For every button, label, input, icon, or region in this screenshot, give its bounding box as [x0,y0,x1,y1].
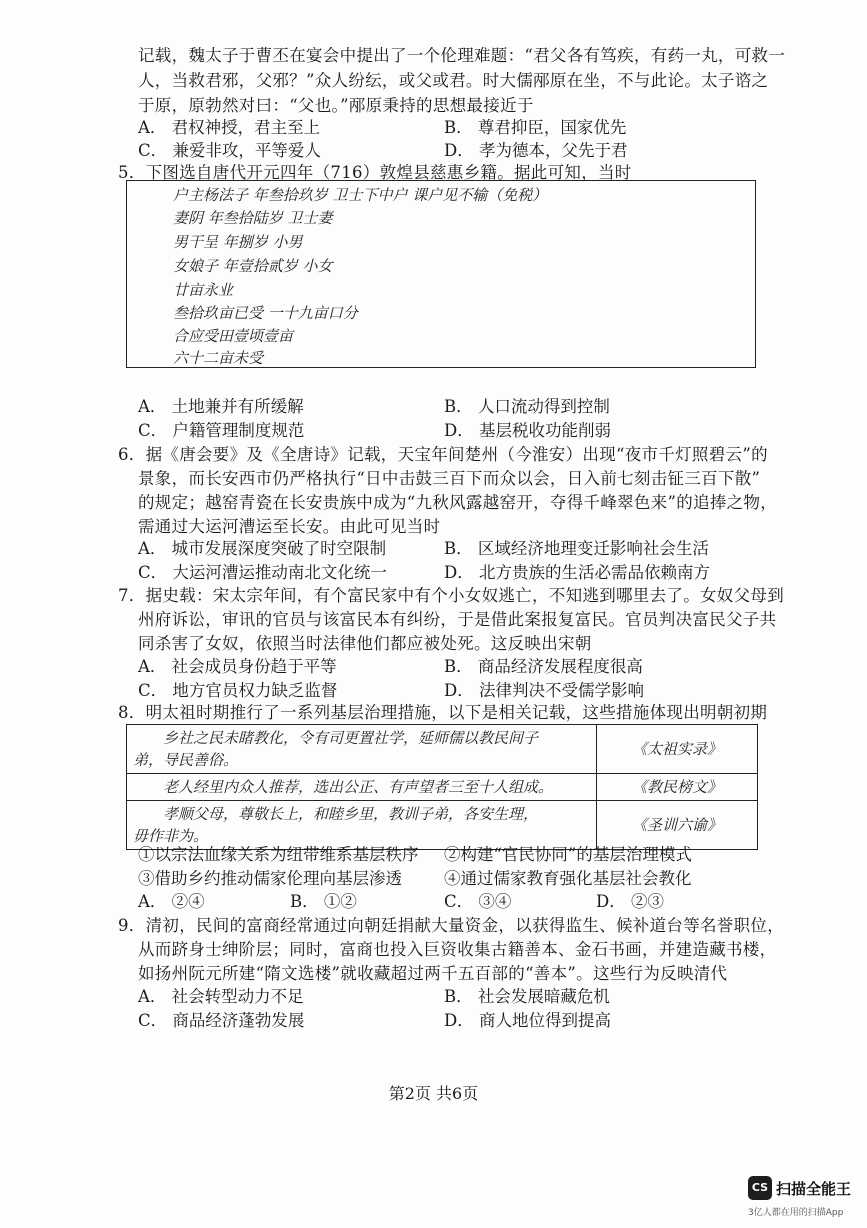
scanner-logo-icon: CS [748,1176,772,1200]
scanner-tagline: 3亿人都在用的扫描App [748,1208,844,1218]
q8-option-c: C． ③④ [444,892,512,911]
q5-option-c: C． 户籍管理制度规范 [138,421,305,440]
record-source: 《太祖实录》 [597,725,758,774]
q8-item-2: ②构建“官民协同”的基层治理模式 [444,845,692,864]
register-line-3: 男干呈 年捌岁 小男 [173,233,303,251]
q6-option-a: A． 城市发展深度突破了时空限制 [138,539,387,558]
q9-option-a: A． 社会转型动力不足 [138,987,304,1006]
governance-records-table [126,724,758,850]
q4-line-1: 记载，魏太子于曹丕在宴会中提出了一个伦理难题：“君父各有笃疾，有药一丸，可救一 [138,46,786,65]
q4-option-c: C． 兼爱非攻，平等爱人 [138,141,321,160]
q4-option-b: B． 尊君抑臣，国家优先 [444,118,627,137]
scanner-app-name: 扫描全能王 [776,1180,852,1198]
q9-line-1: 9．清初，民间的富商经常通过向朝廷捐献大量资金，以获得监生、候补道台等名誉职位， [118,916,784,935]
record-text [127,774,597,801]
q7-line-3: 同杀害了女奴，依照当时法律他们都应被处死。这反映出宋朝 [138,634,592,653]
q8-option-b: B． ①② [290,892,357,911]
q8-item-1: ①以宗法血缘关系为纽带维系基层秩序 [138,845,419,864]
q4-line-3: 于原，原勃然对曰：“父也。”邴原秉持的思想最接近于 [138,96,534,115]
q9-line-2: 从而跻身士绅阶层；同时，富商也投入巨资收集古籍善本、金石书画，并建造藏书楼， [138,940,777,959]
q6-line-1: 6．据《唐会要》及《全唐诗》记载，天宝年间楚州（今淮安）出现“夜市千灯照碧云”的 [118,445,768,464]
record-text-line: 弟，导民善俗。 [133,751,239,769]
register-line-5: 廿亩永业 [173,281,234,299]
register-line-1: 户主杨法子 年叁拾玖岁 卫士下中户 课户见不输（免税） [173,186,548,204]
q6-option-c: C． 大运河漕运推动南北文化统一 [138,563,387,582]
page-number: 第2页 共6页 [388,1084,479,1103]
record-text-line: 毋作非为。 [133,827,209,845]
table-row [127,801,758,850]
q9-option-c: C． 商品经济蓬勃发展 [138,1011,305,1030]
q8-option-a: A． ②④ [138,892,205,911]
register-line-6: 叁拾玖亩已受 一十九亩口分 [173,304,358,322]
q7-option-d: D． 法律判决不受儒学影响 [444,681,644,700]
q8-item-3: ③借助乡约推动儒家伦理向基层渗透 [138,869,402,888]
q6-line-3: 的规定；越窑青瓷在长安贵族中成为“九秋风露越窑开，夺得千峰翠色来”的追捧之物， [138,493,778,512]
register-line-2: 妻阴 年叁拾陆岁 卫士妻 [173,209,333,227]
q7-line-1: 7．据史载：宋太宗年间，有个富民家中有个小女奴逃亡，不知逃到哪里去了。女奴父母到 [118,586,784,605]
q7-line-2: 州府诉讼，审讯的官员与该富民本有纠纷，于是借此案报复富民。官员判决富民父子共 [138,610,777,629]
q6-line-2: 景象，而长安西市仍严格执行“日中击鼓三百下而众以会，日入前七刻击钲三百下散” [138,469,761,488]
record-text [127,801,597,850]
record-text-line: 老人经里内众人推荐，选出公正、有声望者三至十人组成。 [163,778,554,796]
q9-line-3: 如扬州阮元所建“隋文选楼”就收藏超过两千五百部的“善本”。这些行为反映清代 [138,964,728,983]
q8-option-d: D． ②③ [596,892,664,911]
q4-line-2: 人，当救君邪，父邪？”众人纷纭，或父或君。时大儒邴原在坐，不与此论。太子谘之 [138,71,769,90]
q7-option-c: C． 地方官员权力缺乏监督 [138,681,338,700]
register-line-8: 六十二亩未受 [173,349,264,367]
q4-option-d: D． 孝为德本，父先于君 [444,141,628,160]
q5-option-b: B． 人口流动得到控制 [444,397,610,416]
scanner-watermark [748,1176,864,1222]
q4-option-a: A． 君权神授，君主至上 [138,118,321,137]
q7-option-a: A． 社会成员身份趋于平等 [138,657,337,676]
q9-option-b: B． 社会发展暗藏危机 [444,987,610,1006]
q6-option-d: D． 北方贵族的生活必需品依赖南方 [444,563,710,582]
q8-item-4: ④通过儒家教育强化基层社会教化 [444,869,692,888]
q5-option-d: D． 基层税收功能削弱 [444,421,611,440]
q8-stem: 8．明太祖时期推行了一系列基层治理措施，以下是相关记载，这些措施体现出明朝初期 [118,703,768,722]
table-row [127,725,758,774]
table-row [127,774,758,801]
q5-option-a: A． 土地兼并有所缓解 [138,397,304,416]
register-line-4: 女娘子 年壹拾贰岁 小女 [173,257,333,275]
q6-line-4: 需通过大运河漕运至长安。由此可见当时 [138,517,441,536]
q7-option-b: B． 商品经济发展程度很高 [444,657,643,676]
record-text-line: 乡社之民未睹教化，令有司更置社学，延师儒以教民间子 [163,729,539,747]
q9-option-d: D． 商人地位得到提高 [444,1011,611,1030]
record-text [127,725,597,774]
q6-option-b: B． 区域经济地理变迁影响社会生活 [444,539,709,558]
q5-stem: 5．下图选自唐代开元四年（716）敦煌县慈惠乡籍。据此可知，当时 [118,163,632,182]
record-source: 《教民榜文》 [597,774,758,801]
record-source: 《圣训六谕》 [597,801,758,850]
register-line-7: 合应受田壹顷壹亩 [173,327,294,345]
record-text-line: 孝顺父母，尊敬长上，和睦乡里，教训子弟，各安生理， [163,805,539,823]
